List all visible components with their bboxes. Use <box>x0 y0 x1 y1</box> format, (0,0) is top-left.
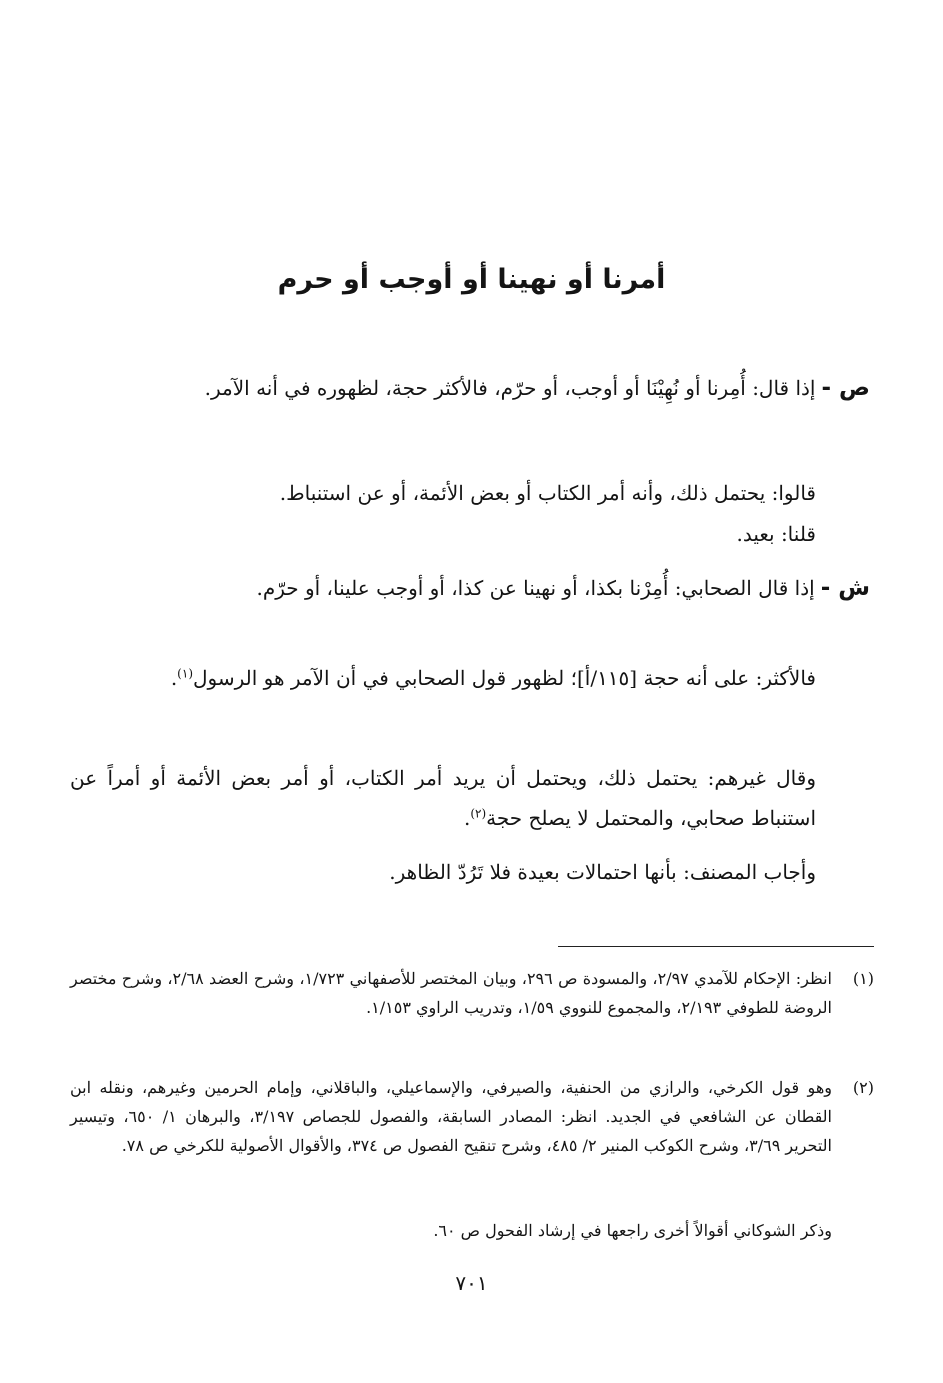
matn-text: إذا قال: أُمِرنا أو نُهِيْنَا أو أوجب، أو حرّم، فالأكثر حجة، لظهوره في أنه الآمر. <box>204 376 816 400</box>
footnote-continuation: وذكر الشوكاني أقوالاً أخرى راجعها في إرشاد الفحول ص ٦٠. <box>433 1221 832 1240</box>
footnote-ref-1[interactable]: (١) <box>177 666 193 681</box>
footnote-separator <box>558 946 874 947</box>
sharh-paragraph <box>70 568 870 608</box>
author-answer-paragraph <box>70 852 870 892</box>
sharh-text: إذا قال الصحابي: أُمِرْنا بكذا، أو نهينا عن كذا، أو أوجب علينا، أو حرّم. <box>256 576 815 600</box>
matn-marker: ص - <box>821 375 870 401</box>
reply-paragraph <box>70 514 870 554</box>
majority-paragraph: فالأكثر: على أنه حجة [١١٥/أ]؛ لظهور قول الصحابي في أن الآمر هو الرسول$^{(١)}$. <box>170 666 816 690</box>
footnote-number: (٢) <box>852 1078 874 1097</box>
sharh-marker: ش - <box>820 575 870 601</box>
majority-text: فالأكثر: على أنه حجة [١١٥/أ]؛ لظهور قول الصحابي في أن الآمر هو الرسول <box>193 666 816 690</box>
footnote-text: انظر: الإحكام للآمدي ٢/٩٧، والمسودة ص ٢٩٦، وبيان المختصر للأصفهاني ١/٧٢٣، وشرح العضد ٢/٦٨، وشرح مختصر الروضة للطوفي ٢/١٩٣، والمجموع للنووي ١/٥٩، وتدريب الراوي ١/١٥٣. <box>70 969 832 1017</box>
footnote-1 <box>70 964 874 1022</box>
footnote-ref-2[interactable]: (٢) <box>470 806 487 821</box>
objection-paragraph <box>70 473 870 513</box>
others-text: وقال غيرهم: يحتمل ذلك، ويحتمل أن يريد أمر الكتاب، أو أمر بعض الأئمة أو أمراً عن استنباط صحابي، والمحتمل لا يصلح حجة <box>70 766 816 830</box>
section-heading: أمرنا أو نهينا أو أوجب أو حرم <box>277 264 666 295</box>
others-paragraph: وقال غيرهم: يحتمل ذلك، ويحتمل أن يريد أمر الكتاب، أو أمر بعض الأئمة أو أمراً عن استنباط صحابي، والمحتمل لا يصلح حجة$^{(٢)}$. <box>70 766 816 830</box>
footnote-text: وهو قول الكرخي، والرازي من الحنفية، والصيرفي، والإسماعيلي، والباقلاني، وإمام الحرمين وغيرهم، ونقله ابن القطان عن الشافعي في الجديد. انظر: المصادر السابقة، والفصول للجصاص ٣/١٩٧، والبرهان ١/ ٦٥٠، وتيسير التحرير ٣/٦٩، وشرح الكوكب المنير ٢/ ٤٨٥، وشرح تنقيح الفصول ص ٣٧٤، والأقوال الأصولية للكرخي ص ٧٨. <box>70 1078 833 1155</box>
reply-text: قلنا: بعيد. <box>736 522 816 546</box>
objection-text: قالوا: يحتمل ذلك، وأنه أمر الكتاب أو بعض الأئمة، أو عن استنباط. <box>279 481 816 505</box>
footnote-2 <box>70 1073 874 1160</box>
author-answer-text: وأجاب المصنف: بأنها احتمالات بعيدة فلا تَرُدّ الظاهر. <box>389 860 816 884</box>
page-number: ٧٠١ <box>455 1271 488 1295</box>
footnote-number: (١) <box>852 969 874 988</box>
matn-paragraph <box>70 368 870 408</box>
